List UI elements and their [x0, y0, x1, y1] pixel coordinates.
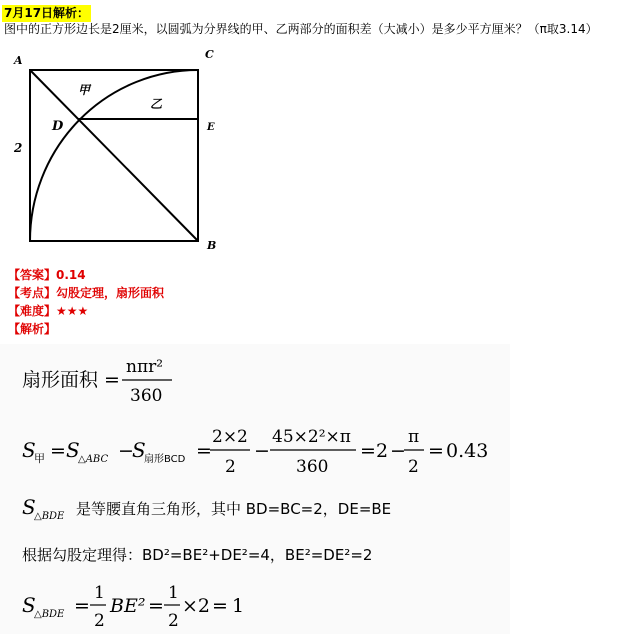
- svg-text:=: =: [360, 440, 376, 462]
- diagonal-ab: [30, 70, 198, 241]
- svg-text:△BDE: △BDE: [34, 609, 65, 620]
- sector-formula-den: 360: [130, 386, 163, 406]
- label-c: C: [205, 48, 214, 61]
- svg-text:2: 2: [376, 440, 389, 462]
- difference-result: 0.43: [446, 440, 489, 462]
- question-text: 图中的正方形边长是2厘米，以圆弧为分界线的甲、乙两部分的面积差（大减小）是多少平方厘米？（π取3.14）: [4, 22, 598, 36]
- svg-text:=: =: [104, 369, 120, 391]
- page-title: 7月17日解析：: [4, 6, 90, 20]
- label-yi: 乙: [150, 97, 163, 111]
- pythagoras-statement: 根据勾股定理得：BD²=BE²+DE²=4，BE²=DE²=2: [22, 546, 373, 564]
- svg-text:2: 2: [225, 457, 236, 477]
- sector-formula-num: nπr²: [126, 357, 164, 377]
- svg-text:S: S: [22, 438, 36, 462]
- svg-text:2×2: 2×2: [212, 427, 248, 447]
- analysis-line: 【解析】: [8, 322, 57, 336]
- label-jia: 甲: [78, 83, 91, 97]
- sector-area-label: 扇形面积: [22, 369, 99, 391]
- svg-text:π: π: [408, 427, 420, 447]
- svg-text:=: =: [50, 440, 66, 462]
- svg-text:1: 1: [232, 595, 245, 617]
- answer-line: 【答案】0.14: [8, 268, 86, 282]
- svg-text:−: −: [390, 440, 406, 462]
- solution-formulas: [0, 344, 637, 634]
- svg-text:1: 1: [168, 583, 179, 603]
- svg-text:1: 1: [94, 583, 105, 603]
- svg-text:2: 2: [408, 457, 419, 477]
- svg-text:△BDE: △BDE: [34, 511, 65, 522]
- svg-text:=: =: [196, 440, 212, 462]
- svg-text:S: S: [132, 438, 146, 462]
- label-b: B: [207, 239, 217, 252]
- svg-text:扇形BCD: 扇形BCD: [144, 454, 186, 465]
- svg-text:S: S: [66, 438, 80, 462]
- svg-text:45×2²×π: 45×2²×π: [272, 427, 351, 447]
- svg-text:=: =: [74, 595, 90, 617]
- label-side: 2: [14, 141, 23, 155]
- answer-tags: [8, 266, 164, 338]
- svg-text:×2: ×2: [182, 595, 211, 617]
- geometry-figure: [0, 44, 240, 259]
- svg-text:BE²: BE²: [110, 595, 146, 617]
- label-d: D: [52, 119, 64, 134]
- svg-text:−: −: [254, 440, 270, 462]
- svg-text:=: =: [212, 595, 228, 617]
- svg-text:S: S: [22, 593, 36, 617]
- svg-text:△ABC: △ABC: [78, 454, 109, 465]
- difficulty-line: 【难度】★★★: [8, 304, 89, 318]
- point-line: 【考点】勾股定理，扇形面积: [8, 286, 165, 300]
- label-e: E: [207, 122, 215, 133]
- svg-text:−: −: [118, 440, 134, 462]
- svg-text:2: 2: [168, 611, 179, 631]
- svg-text:=: =: [148, 595, 164, 617]
- label-a: A: [14, 54, 23, 67]
- svg-text:S: S: [22, 495, 36, 519]
- header: [2, 2, 91, 22]
- triangle-statement: 是等腰直角三角形，其中 BD=BC=2，DE=BE: [76, 500, 392, 518]
- svg-text:=: =: [428, 440, 444, 462]
- svg-text:2: 2: [94, 611, 105, 631]
- svg-text:甲: 甲: [34, 452, 45, 465]
- svg-text:360: 360: [296, 457, 329, 477]
